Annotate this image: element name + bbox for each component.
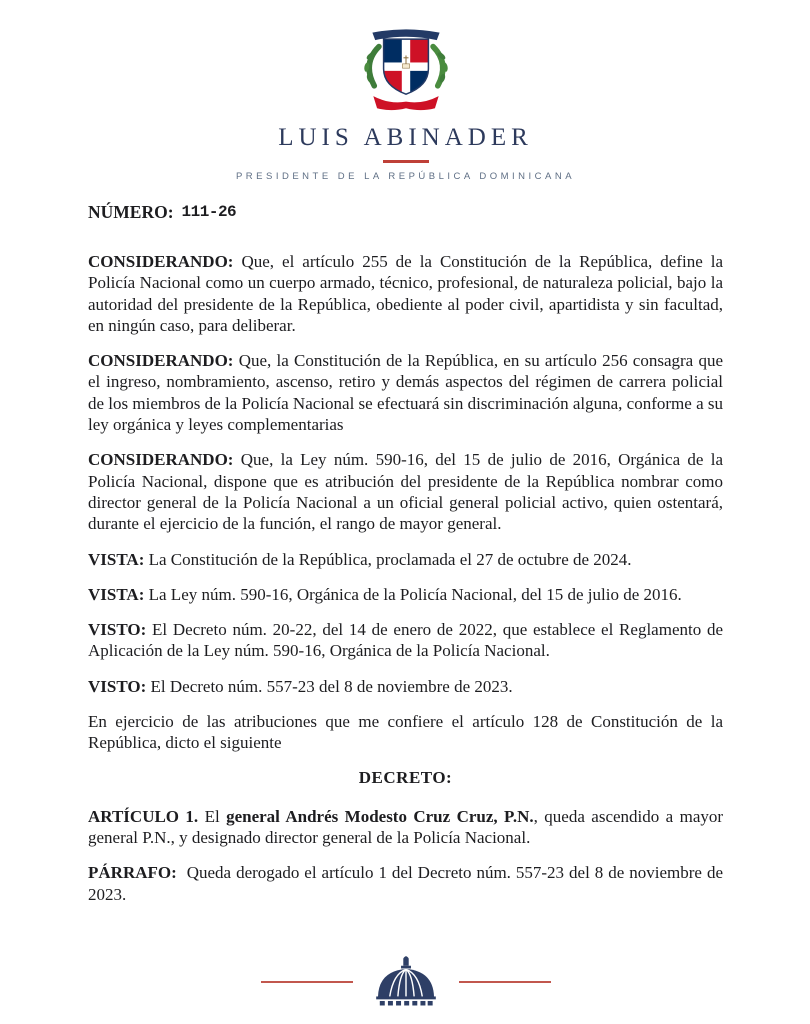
vista-paragraph-2 (88, 584, 723, 605)
paragraph-text: Queda derogado el artículo 1 del Decreto núm. 557-23 del 8 de noviembre de 2023. (88, 863, 724, 904)
paragraph-lead: VISTO: (88, 620, 147, 640)
decree-number-value: 111-26 (181, 203, 237, 221)
paragraph-lead: ARTÍCULO 1. (88, 806, 199, 826)
paragraph-text: La Constitución de la República, proclamada el 27 de octubre de 2024. (148, 549, 632, 569)
visto-paragraph-1 (88, 619, 723, 662)
red-divider (383, 160, 429, 163)
footer-right-line (459, 981, 551, 983)
page-title: LUIS ABINADER (278, 124, 533, 151)
paragraph-text: La Ley núm. 590-16, Orgánica de la Policía Nacional, del 15 de julio de 2016. (148, 584, 682, 604)
paragraph-lead: PÁRRAFO: (88, 863, 177, 883)
paragraph-lead: VISTA: (88, 549, 145, 569)
visto-paragraph-2 (88, 676, 723, 697)
considerando-paragraph-1 (88, 251, 723, 336)
paragraph-text: El (204, 806, 220, 826)
paragraph-text: , queda ascendido a mayor general P.N., y designado director general de la Policía Nacional. (88, 806, 724, 847)
article-bold-name: general Andrés Modesto Cruz Cruz, P.N. (226, 806, 534, 826)
paragraph-text: Que, la Ley núm. 590-16, del 15 de julio de 2016, Orgánica de la Policía Nacional, dispone que es atribución del presidente de la República nombrar como director general de la Policía Nacional a un oficial general policial activo, quien ostentará, durante el ejercicio de la función, el rango de mayor general. (88, 450, 723, 534)
article-1-paragraph (88, 806, 723, 849)
paragraph-text: El Decreto núm. 20-22, del 14 de enero de 2022, que establece el Reglamento de Aplicación de la Ley núm. 590-16, Orgánica de la Policía Nacional. (88, 620, 724, 661)
decree-body (88, 251, 723, 919)
paragraph-text: En ejercicio de las atribuciones que me confiere el artículo 128 de Constitución de la República, dicto el siguiente (88, 712, 723, 753)
document-footer (88, 954, 723, 1014)
header-subtitle: PRESIDENTE DE LA REPÚBLICA DOMINICANA (235, 171, 576, 182)
considerando-paragraph-2 (88, 350, 723, 435)
paragraph-text: El Decreto núm. 557-23 del 8 de noviembre de 2023. (150, 676, 513, 696)
footer-left-line (261, 981, 353, 983)
document-masthead (88, 24, 723, 182)
coat-of-arms-icon (350, 24, 462, 114)
vista-paragraph-1 (88, 549, 723, 570)
decree-heading: DECRETO: (358, 767, 453, 787)
considerando-paragraph-3 (88, 449, 723, 534)
decree-number-label: NÚMERO: (88, 202, 174, 222)
paragraph-text: Que, el artículo 255 de la Constitución de la República, define la Policía Nacional como un cuerpo armado, técnico, profesional, de naturaleza policial, bajo la autoridad del presidente de la República, obediente al poder civil, apartidista y sin facultad, en ningún caso, para deliberar. (88, 252, 724, 335)
paragraph-lead: CONSIDERANDO: (88, 252, 234, 271)
paragraph-lead: VISTA: (88, 584, 145, 604)
preamble-closing-paragraph (88, 711, 723, 754)
paragraph-text: Que, la Constitución de la República, en su artículo 256 consagra que el ingreso, nombramiento, ascenso, retiro y demás aspectos del régimen de carrera policial de los miembros de la Policía Nacional se efectuará sin discriminación alguna, conforme a su ley orgánica y leyes complementarias (88, 351, 723, 435)
paragraph-lead: CONSIDERANDO: (88, 351, 234, 371)
paragraph-lead: VISTO: (88, 676, 147, 696)
decree-number (88, 202, 723, 223)
palace-dome-icon (367, 954, 445, 1010)
parrafo-paragraph (88, 862, 723, 905)
paragraph-lead: CONSIDERANDO: (88, 450, 234, 470)
